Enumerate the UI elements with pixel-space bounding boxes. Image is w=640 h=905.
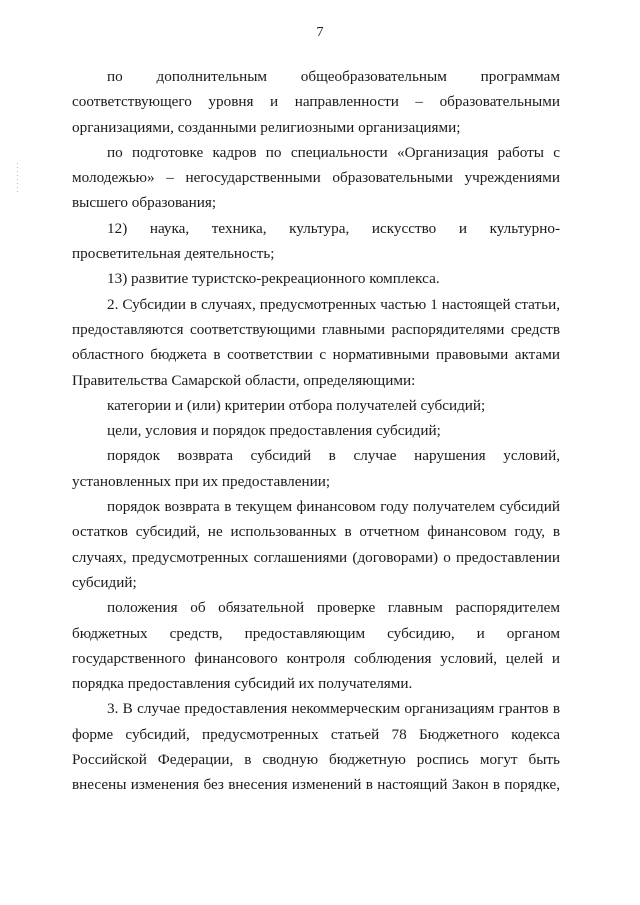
document-body [72, 64, 560, 798]
text-line: внесены изменения без внесения изменений в настоящий Закон в порядке, [72, 776, 560, 794]
text-line: Правительства Самарской области, определяющими: [72, 371, 416, 389]
paragraph-p8 [72, 443, 560, 494]
text-line: 2. Субсидии в случаях, предусмотренных частью 1 настоящей статьи, [107, 295, 560, 313]
text-line: категории и (или) критерии отбора получателей субсидий; [107, 396, 486, 414]
text-line: порядок возврата субсидий в случае нарушения условий, [107, 447, 560, 465]
margin-scan-mark [17, 163, 18, 193]
text-line: 12) наука, техника, культура, искусство и культурно- [107, 219, 560, 237]
text-line: остатков субсидий, не использованных в отчетном финансовом году, в [72, 523, 560, 541]
text-line: установленных при их предоставлении; [72, 472, 331, 490]
text-line: форме субсидий, предусмотренных статьей 78 Бюджетного кодекса [72, 725, 560, 743]
text-line: предоставляются соответствующими главными распорядителями средств [72, 320, 560, 338]
text-line: положения об обязательной проверке главным распорядителем [107, 599, 560, 617]
paragraph-p11 [72, 696, 560, 797]
text-line: по подготовке кадров по специальности «Организация работы с [107, 143, 560, 161]
text-line: государственного финансового контроля соблюдения условий, целей и [72, 649, 560, 667]
text-line: 3. В случае предоставления некоммерческим организациям грантов в [107, 700, 560, 718]
text-line: субсидий; [72, 573, 137, 591]
text-line: молодежью» – негосударственными образовательными учреждениями [72, 169, 560, 187]
paragraph-p7 [72, 418, 560, 443]
paragraph-p3 [72, 216, 560, 267]
paragraph-p1 [72, 64, 560, 140]
paragraph-p4 [72, 266, 560, 291]
text-line: 13) развитие туристско-рекреационного комплекса. [107, 270, 440, 288]
paragraph-p5 [72, 292, 560, 393]
text-line: областного бюджета в соответствии с нормативными правовыми актами [72, 346, 560, 364]
paragraph-p6 [72, 393, 560, 418]
text-line: цели, условия и порядок предоставления субсидий; [107, 422, 441, 440]
paragraph-p9 [72, 494, 560, 595]
paragraph-p10 [72, 595, 560, 696]
text-line: высшего образования; [72, 194, 217, 212]
text-line: соответствующего уровня и направленности – образовательными [72, 93, 560, 111]
paragraph-p2 [72, 140, 560, 216]
text-line: организациями, созданными религиозными организациями; [72, 118, 461, 136]
text-line: по дополнительным общеобразовательным программам [107, 68, 560, 85]
text-line: случаях, предусмотренных соглашениями (договорами) о предоставлении [72, 548, 560, 566]
text-line: Российской Федерации, в сводную бюджетную роспись могут быть [72, 751, 560, 769]
text-line: бюджетных средств, предоставляющим субсидию, и органом [72, 624, 560, 642]
page-number: 7 [316, 25, 324, 40]
text-line: просветительная деятельность; [72, 245, 275, 263]
text-line: порядок возврата в текущем финансовом году получателем субсидий [107, 498, 560, 516]
text-line: порядка предоставления субсидий их получателями. [72, 675, 413, 693]
